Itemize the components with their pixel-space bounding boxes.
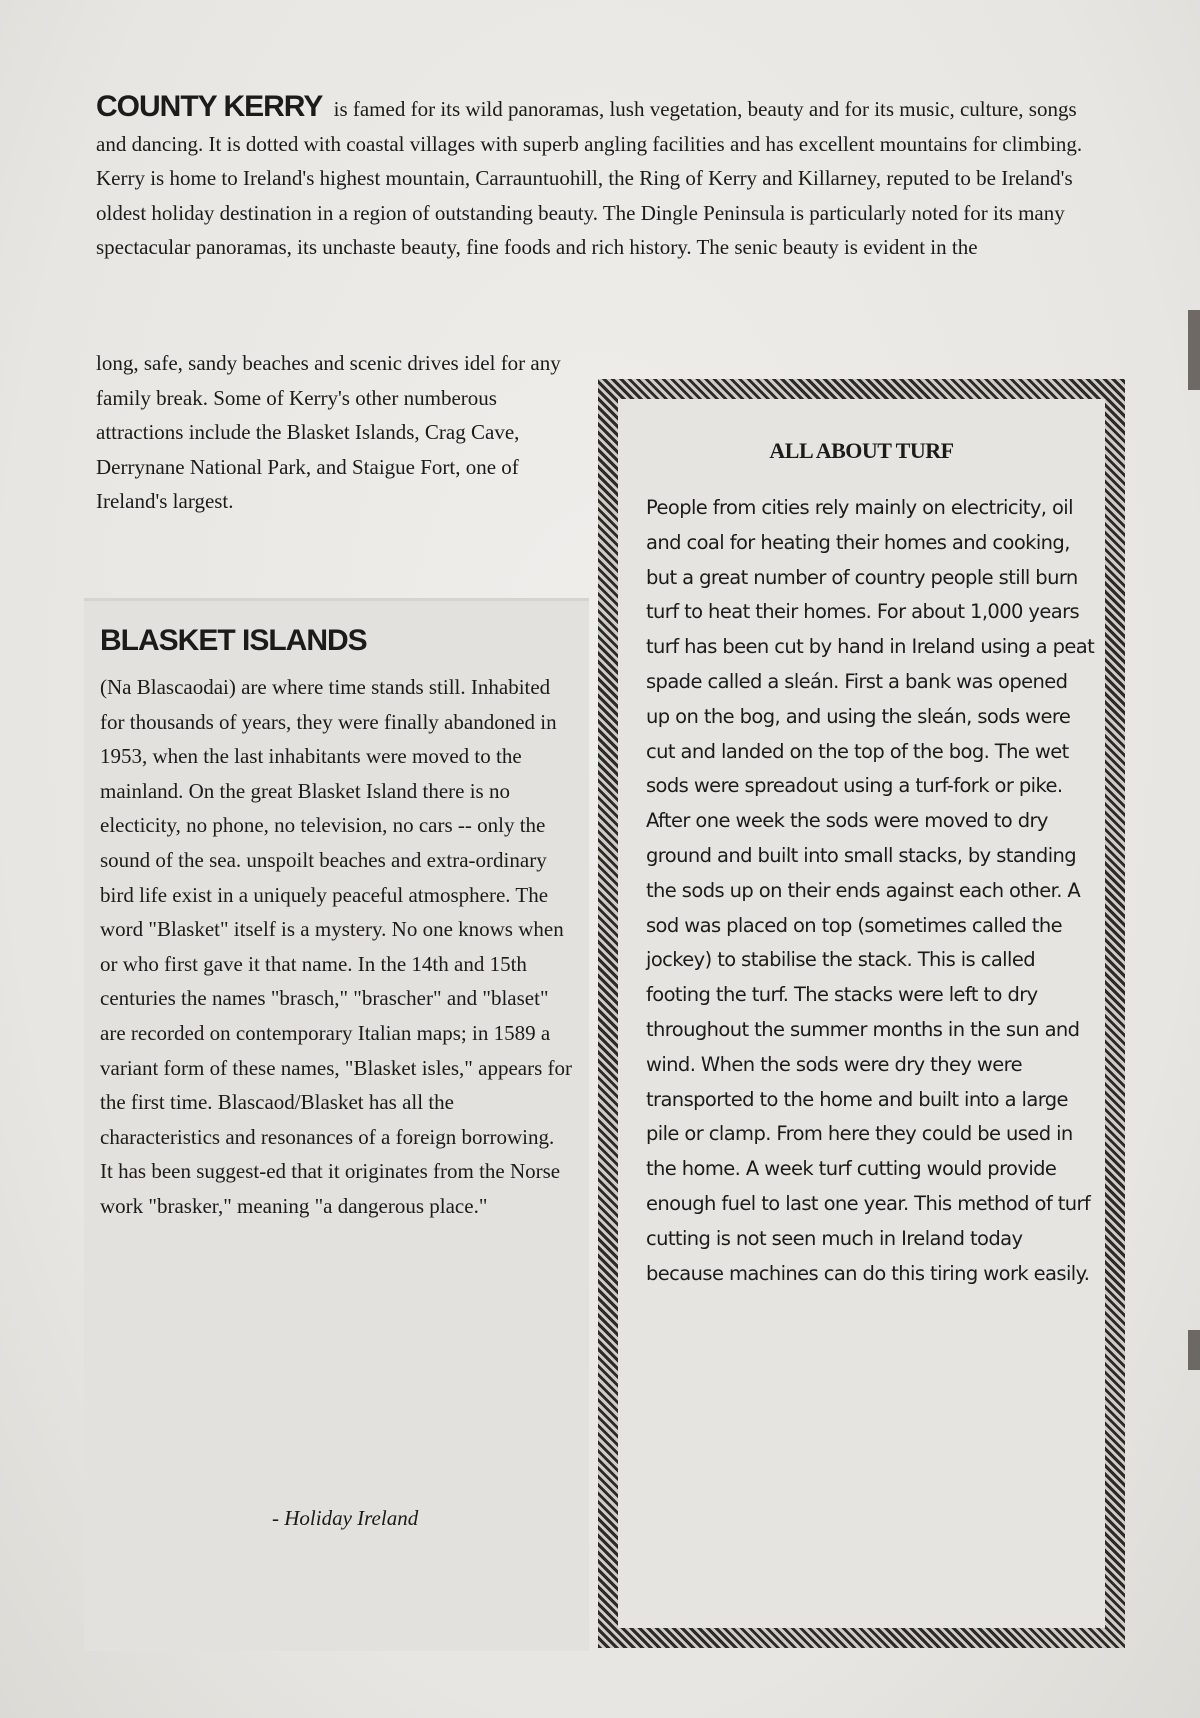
county-kerry-continuation: long, safe, sandy beaches and scenic drives idel for any family break. Some of Kerry's other numberous attractions include the Blasket Islands, Crag Cave, Derrynane National Park, and Staigue Fort, one of Ireland's largest. (96, 351, 561, 513)
turf-sidebar-title: ALL ABOUT TURF (769, 438, 954, 463)
county-kerry-heading: COUNTY KERRY (96, 90, 323, 123)
county-kerry-paragraph (96, 90, 1096, 265)
county-kerry-text: is famed for its wild panoramas, lush vegetation, beauty and for its music, culture, songs and dancing. It is dotted with coastal villages with superb angling facilities and has excellent mountains for climbing. Kerry is home to Ireland's highest mountain, Carrauntuohill, the Ring of Kerry and Killarney, reputed to be Ireland's oldest holiday destination in a region of outstanding beauty. The Dingle Peninsula is particularly noted for its many spectacular panoramas, its unchaste beauty, fine foods and rich history. The senic beauty is evident in the (96, 97, 1083, 259)
turf-sidebar-text: People from cities rely mainly on electricity, oil and coal for heating their homes and cooking, but a great number of country people still burn turf to heat their homes. For about 1,000 years turf has been cut by hand in Ireland using a peat spade called a sleán. First a bank was opened up on the bog, and using the sleán, sods were cut and landed on the top of the bog. The wet sods were spreadout using a turf-fork or pike. After one week the sods were moved to dry ground and built into small stacks, by standing the sods up on their ends against each other. A sod was placed on top (sometimes called the jockey) to stabilise the stack. This is called footing the turf. The stacks were left to dry throughout the summer months in the sun and wind. When the sods were dry they were transported to the home and built into a large pile or clamp. From here they could be used in the home. A week turf cutting would provide enough fuel to last one year. This method of turf cutting is not seen much in Ireland today because machines can do this tiring work easily. (646, 496, 1095, 1285)
page-edge-shadow (1188, 310, 1200, 390)
page-edge-shadow (1188, 1330, 1200, 1370)
attribution: - Holiday Ireland (272, 1506, 419, 1530)
blasket-islands-text: (Na Blascaodai) are where time stands still. Inhabited for thousands of years, they were finally abandoned in 1953, when the last inhabitants were moved to the mainland. On the great Blasket Island there is no electicity, no phone, no television, no cars -- only the sound of the sea. unspoilt beaches and extra-ordinary bird life exist in a uniquely peaceful atmosphere. The word "Blasket" itself is a mystery. No one knows when or who first gave it that name. In the 14th and 15th centuries the names "brasch," "brascher" and "blaset" are recorded on contemporary Italian maps; in 1589 a variant form of these names, "Blasket isles," appears for the first time. Blascaod/Blasket has all the characteristics and resonances of a foreign borrowing. It has been suggest-ed that it originates from the Norse work "brasker," meaning "a dangerous place." (100, 675, 572, 1218)
blasket-islands-heading: BLASKET ISLANDS (100, 624, 367, 657)
